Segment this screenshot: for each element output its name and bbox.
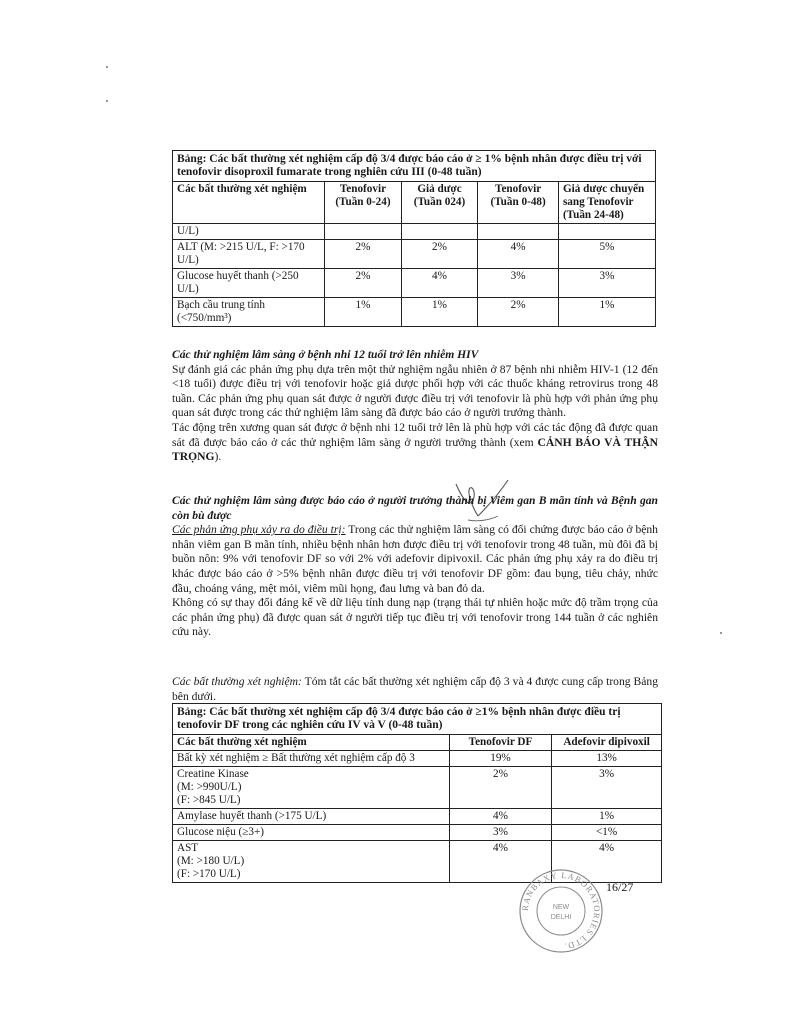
table-cell: 1%: [558, 298, 655, 327]
table-cell: 3%: [449, 825, 551, 841]
table-caption: Bảng: Các bất thường xét nghiệm cấp độ 3/4 được báo cáo ở ≥ 1% bệnh nhân được điều trị với tenofovir disoproxil fumarate trong nghiên cứu III (0-48 tuần): [173, 151, 656, 182]
table-cell: 2%: [325, 240, 402, 269]
column-header: Giả dược (Tuần 024): [401, 182, 478, 224]
table-cell: 1%: [401, 298, 478, 327]
lab-abnormalities-table-studies-iv-v: [172, 703, 662, 883]
column-header: Các bất thường xét nghiệm: [173, 182, 325, 224]
table-cell: ALT (M: >215 U/L, F: >170 U/L): [173, 240, 325, 269]
table-cell: 13%: [552, 751, 662, 767]
table-cell: 2%: [449, 767, 551, 809]
company-stamp: [518, 868, 604, 954]
section-heading: Các thử nghiệm lâm sàng ở bệnh nhi 12 tuổi trở lên nhiễm HIV: [172, 348, 479, 361]
table-cell: 3%: [558, 269, 655, 298]
table-cell: Amylase huyết thanh (>175 U/L): [173, 809, 450, 825]
scan-speck: [106, 100, 108, 102]
column-header: Tenofovir (Tuần 0-24): [325, 182, 402, 224]
table-cell: <1%: [552, 825, 662, 841]
table-cell: U/L): [173, 224, 325, 240]
column-header: Tenofovir DF: [449, 735, 551, 751]
table-cell: [325, 224, 402, 240]
column-header: Giả dược chuyển sang Tenofovir (Tuần 24-48): [558, 182, 655, 224]
section-heading: Các thử nghiệm lâm sàng được báo cáo ở người trưởng thành bị Viêm gan B mãn tính và Bệnh gan còn bù được: [172, 494, 658, 522]
lab-abnormalities-table-study-iii: [172, 150, 656, 327]
table-cell: Creatine Kinase (M: >990U/L) (F: >845 U/L): [173, 767, 450, 809]
table-cell: AST (M: >180 U/L) (F: >170 U/L): [173, 841, 450, 883]
table-cell: [478, 224, 559, 240]
paragraph: Sự đánh giá các phản ứng phụ dựa trên một thử nghiệm ngẫu nhiên ở 87 bệnh nhi nhiễm HIV-1 (12 đến <18 tuổi) được điều trị với tenofovir hoặc giả dược phối hợp với các thuốc kháng retrovirus trong 48 tuần. Các phản ứng phụ quan sát được ở người được điều trị với tenofovir là phù hợp với phản ứng phụ quan sát được trong các thử nghiệm lâm sàng đã được báo cáo ở người trưởng thành.: [172, 362, 658, 420]
table-cell: 2%: [401, 240, 478, 269]
scan-speck: [106, 66, 108, 68]
table-cell: [558, 224, 655, 240]
svg-text:NEW: NEW: [552, 904, 570, 911]
table-cell: Glucose niệu (≥3+): [173, 825, 450, 841]
svg-text:DELHI: DELHI: [550, 914, 572, 921]
table-cell: 4%: [401, 269, 478, 298]
table-cell: 19%: [449, 751, 551, 767]
paragraph: Các phản ứng phụ xảy ra do điều trị: Trong các thử nghiệm lâm sàng có đối chứng được báo cáo ở bệnh nhân viêm gan B mãn tính, nhiều bệnh nhân hơn được điều trị với tenofovir trong 48 tuần, mù đôi đã bị buồn nôn: 9% với tenofovir DF so với 2% với adefovir dipivoxil. Các phản ứng phụ xảy ra do điều trị khác được báo cáo ở >5% bệnh nhân được điều trị với tenofovir DF gồm: đau bụng, tiêu chảy, nhức đầu, choáng váng, mệt mỏi, viêm mũi họng, đau lưng và ban đỏ da.: [172, 523, 658, 595]
paragraph: Không có sự thay đổi đáng kể về dữ liệu tính dung nạp (trạng thái tự nhiên hoặc mức độ trầm trọng của các phản ứng phụ) đã được quan sát ở người tiếp tục điều trị với tenofovir trong 144 tuần ở các nghiên cứu này.: [172, 596, 658, 639]
hepatitis-b-section: [172, 494, 658, 640]
paragraph: Các bất thường xét nghiệm: Tóm tắt các bất thường xét nghiệm cấp độ 3 và 4 được cung cấp trong Bảng bên dưới.: [172, 675, 658, 703]
svg-text:RANBAXY LABORATORIES LTD.: RANBAXY LABORATORIES LTD.: [519, 869, 603, 952]
lab-abnormalities-intro: [172, 675, 658, 704]
table-cell: 4%: [552, 841, 662, 883]
table-cell: 3%: [478, 269, 559, 298]
paragraph: Tác động trên xương quan sát được ở bệnh nhi 12 tuổi trở lên là phù hợp với các tác động đã được quan sát đã được báo cáo ở các thử nghiệm lâm sàng ở người trưởng thành (xem CẢNH BÁO VÀ THẬN TRỌNG).: [172, 420, 658, 464]
table-cell: 4%: [449, 841, 551, 883]
table-cell: Glucose huyết thanh (>250 U/L): [173, 269, 325, 298]
table-cell: Bất kỳ xét nghiệm ≥ Bất thường xét nghiệm cấp độ 3: [173, 751, 450, 767]
table-cell: 4%: [478, 240, 559, 269]
table-cell: 3%: [552, 767, 662, 809]
table-cell: 5%: [558, 240, 655, 269]
scan-speck: [720, 632, 722, 634]
page-number: 16/27: [606, 880, 634, 894]
table-cell: 2%: [478, 298, 559, 327]
column-header: Adefovir dipivoxil: [552, 735, 662, 751]
table-cell: 2%: [325, 269, 402, 298]
pediatric-hiv-section: [172, 348, 658, 465]
table-cell: 4%: [449, 809, 551, 825]
table-caption: Bảng: Các bất thường xét nghiệm cấp độ 3/4 được báo cáo ở ≥1% bệnh nhân được điều trị tenofovir DF trong các nghiên cứu IV và V (0-48 tuần): [173, 704, 662, 735]
column-header: Các bất thường xét nghiệm: [173, 735, 450, 751]
table-cell: Bạch cầu trung tính (<750/mm³): [173, 298, 325, 327]
table-cell: 1%: [325, 298, 402, 327]
column-header: Tenofovir (Tuần 0-48): [478, 182, 559, 224]
table-cell: 1%: [552, 809, 662, 825]
table-cell: [401, 224, 478, 240]
